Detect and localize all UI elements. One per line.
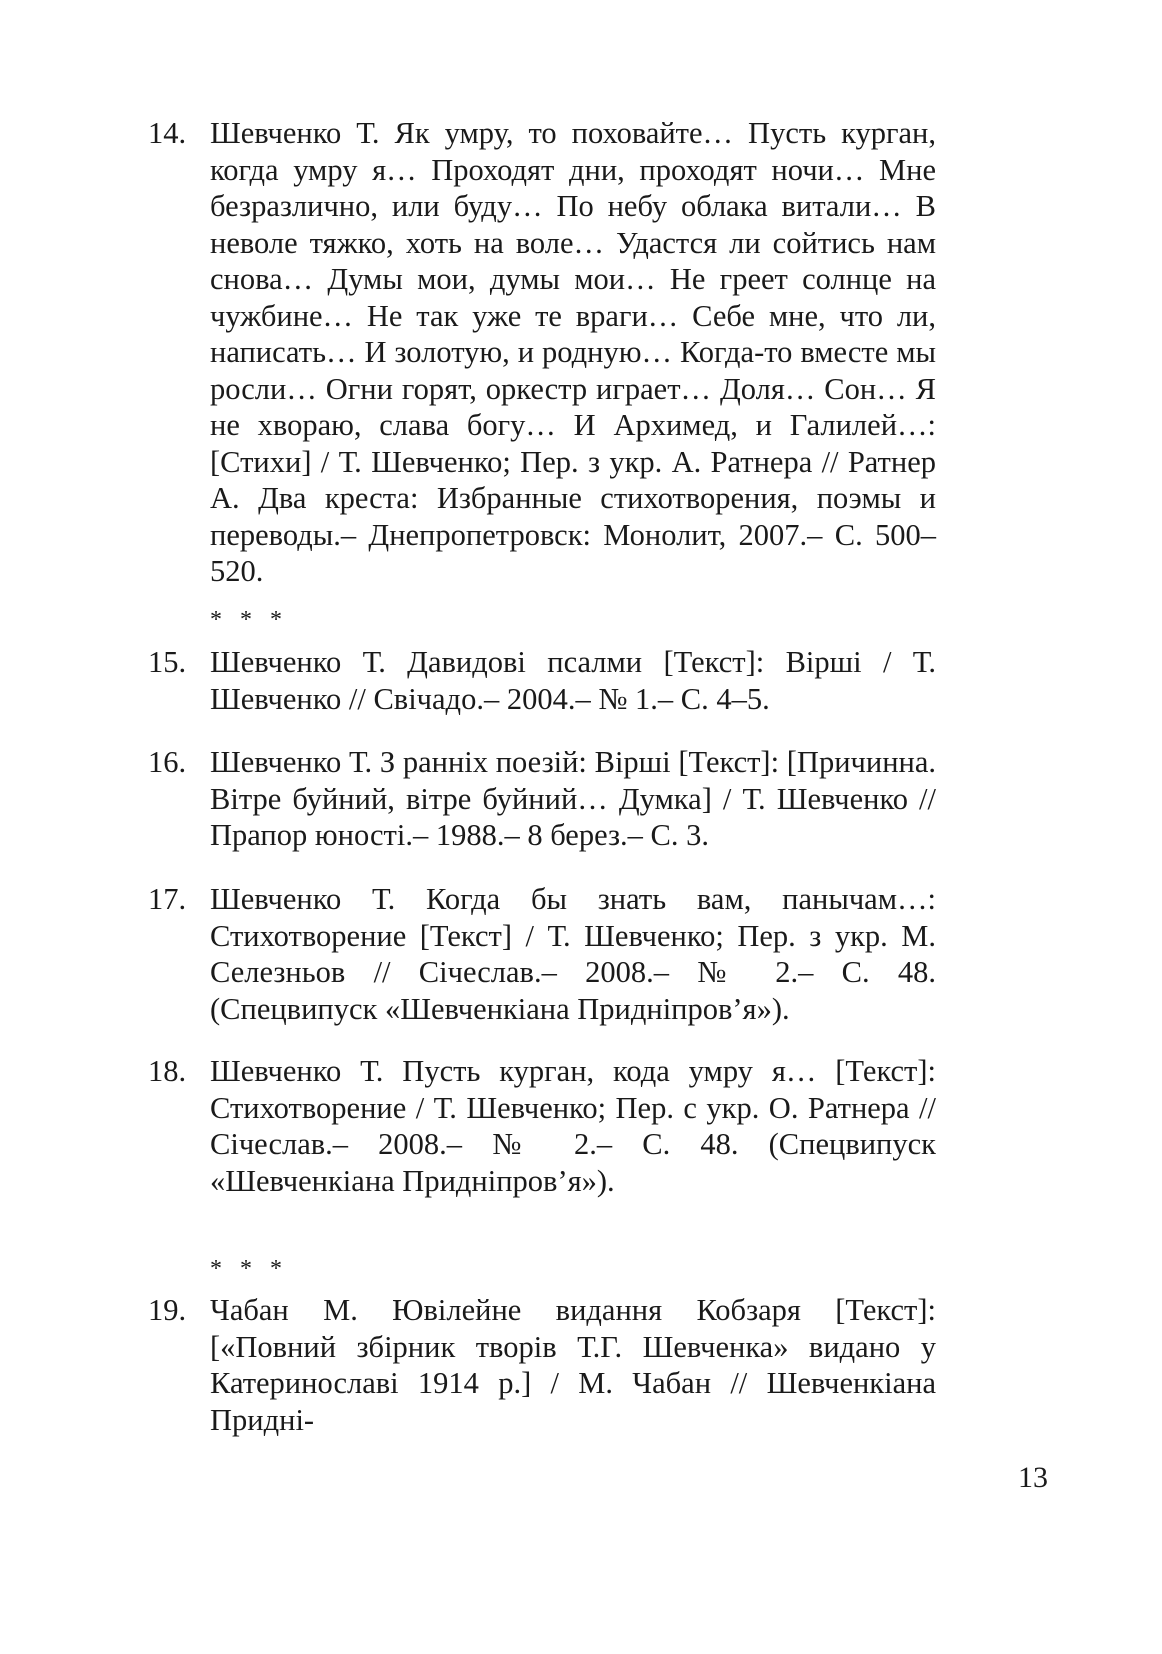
entry-number: 15. bbox=[148, 645, 187, 679]
entry-text: Шевченко Т. Давидові псалми [Текст]: Вірші / Т. Шевченко // Свічадо.– 2004.– № 1.– С. 4–5. bbox=[210, 645, 936, 716]
bibliography-entry-18 bbox=[148, 1053, 936, 1199]
bibliography-entry-15 bbox=[148, 644, 936, 717]
entry-number: 19. bbox=[148, 1293, 187, 1327]
entry-text: Шевченко Т. Як умру, то поховайте… Пусть курган, когда умру я… Проходят дни, проходят ночи… Мне безразлично, или буду… По небу облака витали… В неволе тяжко, хоть на воле… Удастся ли сойтись нам снова… Думы мои, думы мои… Не греет солнце на чужбине… Не так уже те враги… Себе мне, что ли, написать… И золотую, и родную… Когда-то вместе мы росли… Огни горят, оркестр играет… Доля… Сон… Я не хвораю, слава богу… И Архимед, и Галилей…: [Стихи] / Т. Шевченко; Пер. з укр. А. Ратнера // Ратнер А. Два креста: Избранные стихотворения, поэмы и переводы.– Днепропетровск: Монолит, 2007.– С. 500–520. bbox=[210, 116, 936, 588]
entry-number: 16. bbox=[148, 745, 187, 779]
entry-number: 17. bbox=[148, 882, 187, 916]
bibliography-entry-14 bbox=[148, 115, 936, 590]
bibliography-entry-16 bbox=[148, 744, 936, 854]
entry-number: 14. bbox=[148, 116, 187, 150]
entry-text: Чабан М. Ювілейне видання Кобзаря [Текст]: [«Повний збірник творів Т.Г. Шевченка» видано у Катеринославі 1914 р.] / М. Чабан // Шевченкіана Придні- bbox=[210, 1293, 936, 1437]
page-number: 13 bbox=[1018, 1461, 1048, 1494]
section-separator: * * * bbox=[210, 607, 288, 633]
entry-text: Шевченко Т. Пусть курган, кода умру я… [Текст]: Стихотворение / Т. Шевченко; Пер. с укр. О. Ратнера // Січеслав.– 2008.– № 2.– С. 48. (Спецвипуск «Шевченкіана Придніпров’я»). bbox=[210, 1054, 936, 1198]
entry-number: 18. bbox=[148, 1054, 187, 1088]
entry-text: Шевченко Т. З ранніх поезій: Вірші [Текст]: [Причинна. Вітре буйний, вітре буйний… Думка] / Т. Шевченко // Прапор юності.– 1988.– 8 берез.– С. 3. bbox=[210, 745, 936, 852]
bibliography-entry-19 bbox=[148, 1292, 936, 1438]
bibliography-entry-17 bbox=[148, 881, 936, 1027]
entry-text: Шевченко Т. Когда бы знать вам, панычам…: Стихотворение [Текст] / Т. Шевченко; Пер. з укр. М. Селезньов // Січеслав.– 2008.– № 2.– С. 48. (Спецвипуск «Шевченкіана Придніпров’я»). bbox=[210, 882, 936, 1026]
section-separator: * * * bbox=[210, 1256, 288, 1282]
